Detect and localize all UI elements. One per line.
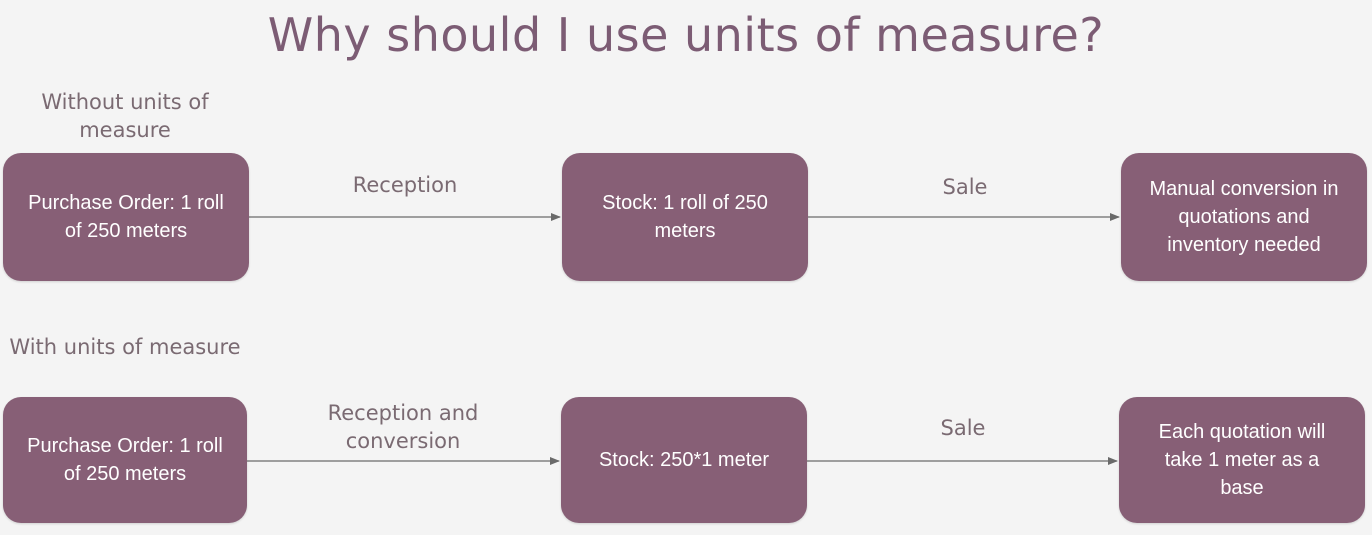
- box-text: Each quotation will take 1 meter as a base: [1158, 421, 1326, 499]
- arrow-label-sale-row1: Sale: [942, 175, 988, 199]
- arrow-label-sale-row2: Sale: [940, 416, 986, 440]
- row-label-with-uom: With units of measure: [9, 335, 241, 359]
- row-label-without-uom: Without units of measure: [41, 90, 209, 142]
- box-text: Stock: 1 roll of 250 meters: [602, 192, 768, 242]
- arrow-label-reception: Reception: [352, 173, 458, 197]
- box-text: Stock: 250*1 meter: [598, 449, 770, 471]
- arrow-label-reception-and-conversion: Reception and conversion: [327, 401, 479, 453]
- slide-title: Why should I use units of measure?: [267, 8, 1105, 62]
- box-text: Manual conversion in quotations and inventory needed: [1149, 178, 1339, 256]
- box-text: Purchase Order: 1 roll of 250 meters: [27, 435, 223, 485]
- box-text: Purchase Order: 1 roll of 250 meters: [28, 192, 224, 242]
